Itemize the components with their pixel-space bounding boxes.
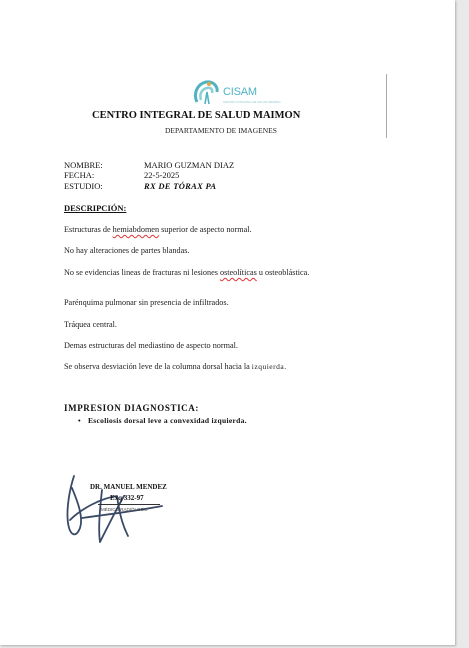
study-label: ESTUDIO: bbox=[64, 181, 103, 191]
p1-spellcheck-word: hemiabdomen bbox=[112, 225, 160, 234]
study-row bbox=[64, 181, 216, 191]
description-paragraph-4: Parénquima pulmonar sin presencia de infiltrados. bbox=[64, 298, 229, 307]
p7-text-b: izquierda. bbox=[251, 362, 287, 371]
name-label: NOMBRE: bbox=[64, 160, 103, 170]
header-divider bbox=[386, 74, 387, 138]
cisam-logo bbox=[191, 78, 281, 108]
bullet-icon: • bbox=[78, 416, 81, 425]
logo-mark-icon bbox=[191, 78, 221, 108]
impression-list bbox=[78, 416, 247, 425]
signature-line bbox=[98, 504, 160, 505]
description-paragraph-7 bbox=[64, 362, 374, 373]
patient-name-row bbox=[64, 160, 234, 170]
list-item bbox=[78, 416, 247, 425]
p3-text-c: u osteoblástica. bbox=[256, 268, 310, 277]
p3-text-a: No se evidencias lineas de fracturas ni lesiones bbox=[64, 268, 220, 277]
patient-name: MARIO GUZMAN DIAZ bbox=[144, 160, 235, 170]
date-row bbox=[64, 170, 179, 180]
impression-item-text: Escoliosis dorsal leve a convexidad izquierda. bbox=[88, 416, 247, 425]
p1-text-a: Estructuras de bbox=[64, 225, 113, 234]
description-paragraph-6: Demas estructuras del mediastino de aspecto normal. bbox=[64, 341, 238, 350]
logo-text: CISAM bbox=[223, 86, 257, 98]
logo-tagline: CENTRO INTEGRAL DE SALUD MAIMON bbox=[223, 100, 281, 104]
date-label: FECHA: bbox=[64, 170, 95, 180]
doctor-name: DR. MANUEL MENDEZ bbox=[90, 483, 167, 491]
study-name: RX DE TÓRAX PA bbox=[144, 181, 217, 191]
description-paragraph-2: No hay alteraciones de partes blandas. bbox=[64, 246, 190, 255]
description-paragraph-1 bbox=[64, 225, 354, 236]
impression-heading: IMPRESION DIAGNOSTICA: bbox=[64, 403, 199, 413]
description-heading: DESCRIPCIÓN: bbox=[64, 203, 127, 213]
description-paragraph-5: Tráquea central. bbox=[64, 320, 117, 329]
department-title: DEPARTAMENTO DE IMAGENES bbox=[165, 126, 277, 135]
doctor-role: MÉDICO RADIÓLOGO bbox=[101, 507, 148, 512]
clinic-title: CENTRO INTEGRAL DE SALUD MAIMON bbox=[92, 110, 301, 121]
p3-spellcheck-word: osteolíticas bbox=[219, 268, 257, 277]
exam-date: 22-5-2025 bbox=[144, 170, 180, 180]
p1-text-c: superior de aspecto normal. bbox=[159, 225, 252, 234]
p7-text-a: Se observa desviación leve de la columna dorsal hacia la bbox=[64, 362, 252, 371]
doctor-exequatur: Exq 332-97 bbox=[110, 494, 144, 502]
description-paragraph-3 bbox=[64, 268, 354, 279]
